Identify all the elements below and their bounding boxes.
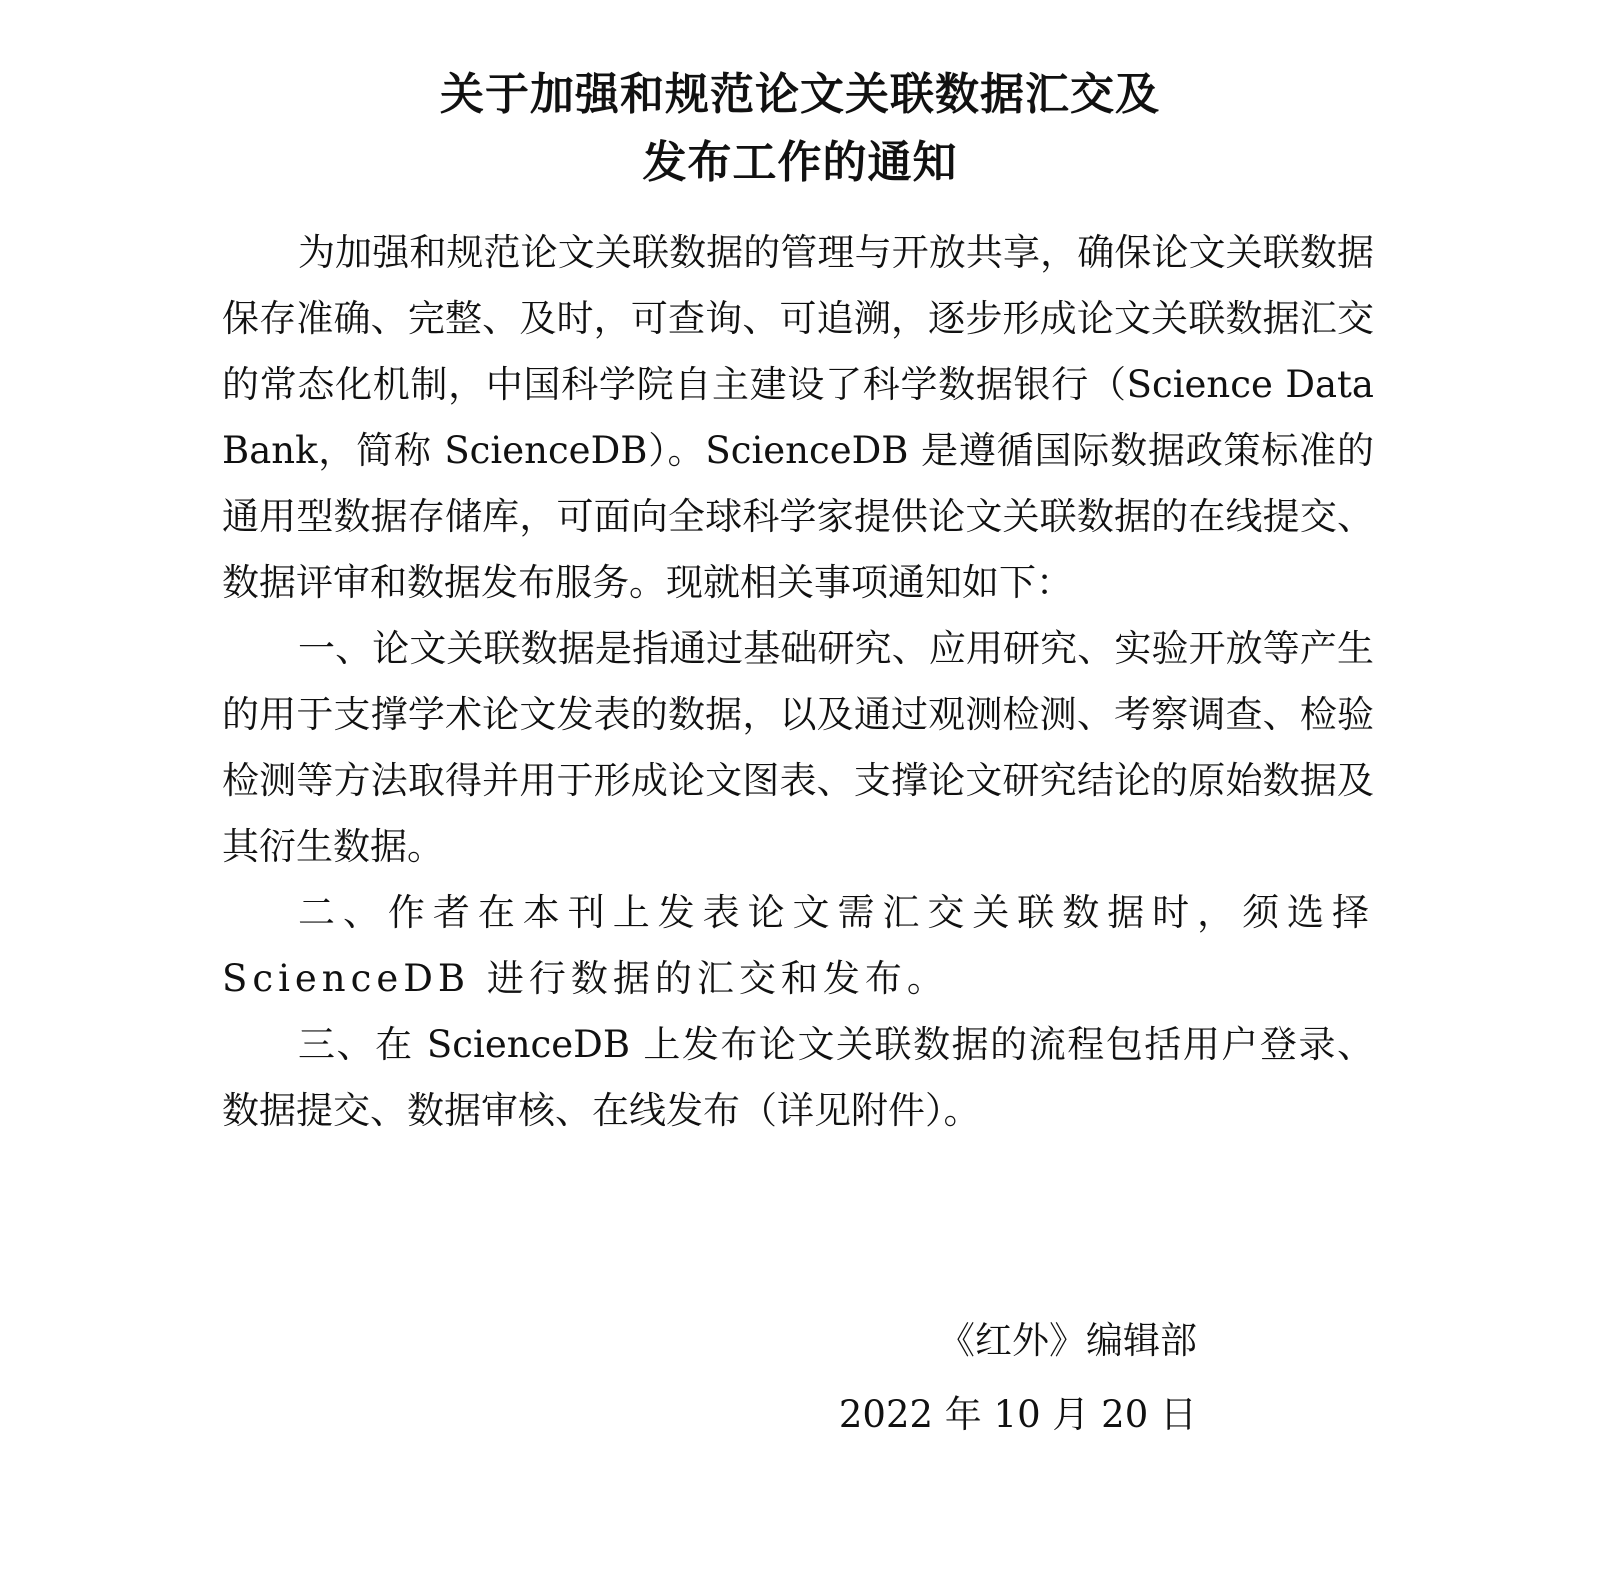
document-title-line-2: 发布工作的通知	[642, 137, 958, 188]
paragraph-item-3: 三、在 ScienceDB 上发布论文关联数据的流程包括用户登录、数据提交、数据审核、在线发布（详见附件）。	[222, 1023, 1374, 1132]
paragraph-item-1: 一、论文关联数据是指通过基础研究、应用研究、实验开放等产生的用于支撑学术论文发表的数据，以及通过观测检测、考察调查、检验检测等方法取得并用于形成论文图表、支撑论文研究结论的原始数据及其衍生数据。	[222, 627, 1374, 868]
paragraph-intro: 为加强和规范论文关联数据的管理与开放共享，确保论文关联数据保存准确、完整、及时，可查询、可追溯，逐步形成论文关联数据汇交的常态化机制，中国科学院自主建设了科学数据银行（Science Data Bank，简称 ScienceDB）。ScienceDB 是遵循国际数据政策标准的通用型数据存储库，可面向全球科学家提供论文关联数据的在线提交、数据评审和数据发布服务。现就相关事项通知如下：	[222, 231, 1374, 604]
document-title-line-1: 关于加强和规范论文关联数据汇交及	[440, 69, 1160, 120]
signature-date: 2022 年 10 月 20 日	[838, 1393, 1197, 1436]
signature-organization: 《红外》编辑部	[938, 1319, 1197, 1362]
document-body	[222, 220, 1374, 1144]
paragraph-item-2: 二、作者在本刊上发表论文需汇交关联数据时，须选择 ScienceDB 进行数据的汇交和发布。	[222, 891, 1374, 1000]
